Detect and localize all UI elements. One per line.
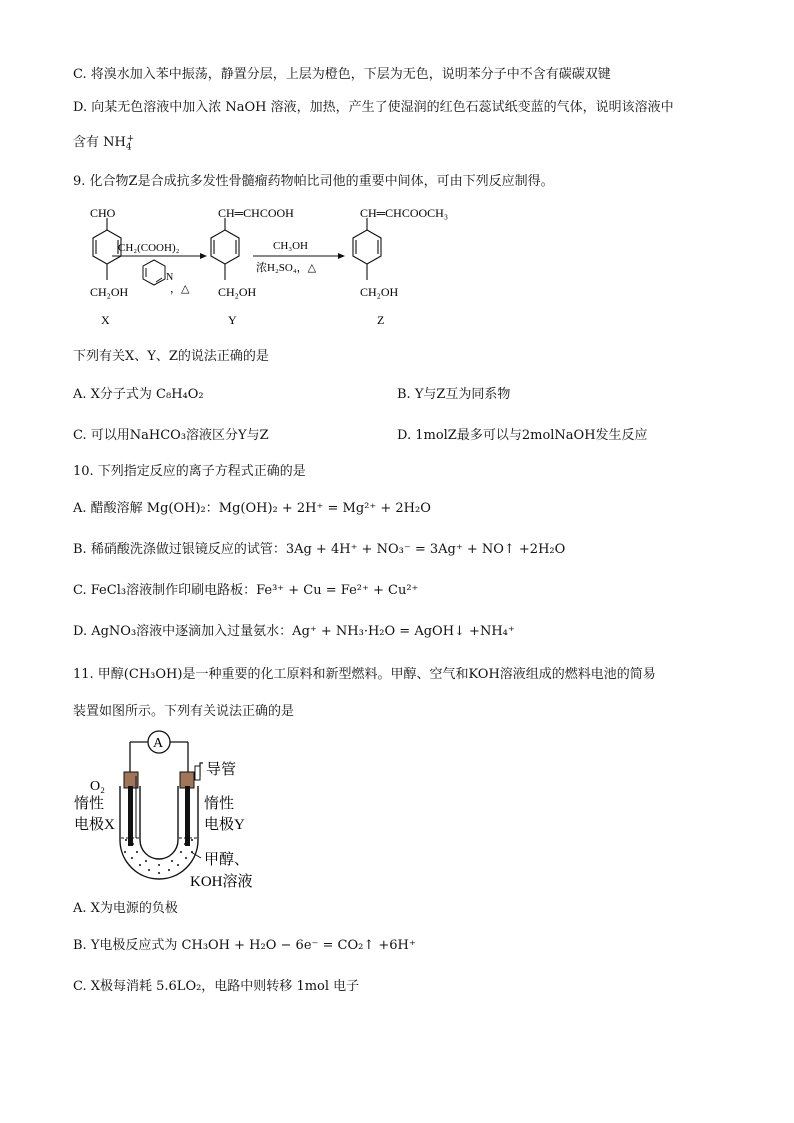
solution-label-2: KOH溶液 xyxy=(190,874,253,890)
q10-option-b: B. 稀硝酸洗涤做过银镜反应的试管：3Ag + 4H⁺ + NO₃⁻ = 3Ag⁺ + NO↑ +2H₂O xyxy=(73,542,566,557)
q10-option-c: C. FeCl₃溶液制作印刷电路板：Fe³⁺ + Cu = Fe²⁺ + Cu²⁺ xyxy=(73,583,419,598)
electrode-y xyxy=(185,786,190,846)
reaction-scheme xyxy=(70,200,490,335)
x-bottom-group: CH₂OH xyxy=(90,285,129,299)
reagent1-conditions: ，△ xyxy=(170,283,190,295)
z-label: Z xyxy=(377,313,385,327)
q10-option-d: D. AgNO₃溶液中逐滴加入过量氨水：Ag⁺ + NH₃·H₂O = AgOH↓ +NH₄⁺ xyxy=(73,624,515,639)
q11-option-c: C. X极每消耗 5.6LO₂，电路中则转移 1mol 电子 xyxy=(73,979,360,994)
benzene-ring-z xyxy=(353,218,381,280)
q11-stem-line1: 11. 甲醇(CH₃OH)是一种重要的化工原料和新型燃料。甲醇、空气和KOH溶液组成的燃料电池的简易 xyxy=(73,667,656,682)
q8-option-c: C. 将溴水加入苯中振荡，静置分层，上层为橙色，下层为无色，说明苯分子中不含有碳碳双键 xyxy=(73,67,611,82)
o2-label: O₂ xyxy=(90,779,105,794)
q9-option-d: D. 1molZ最多可以与2molNaOH发生反应 xyxy=(397,428,648,443)
y-label: Y xyxy=(228,313,237,327)
y-electrode-label-1: 惰性 xyxy=(204,796,235,812)
tube-label: 导管 xyxy=(206,762,237,778)
pyridine-ring xyxy=(143,260,165,285)
q8-option-d-line2 xyxy=(73,134,134,152)
reagent1-top: CH₂(COOH)₂ xyxy=(118,242,180,254)
z-bottom-group: CH₂OH xyxy=(360,285,399,299)
q8-d2-text: 含有 NH xyxy=(73,135,126,150)
x-top-group: CHO xyxy=(90,206,116,220)
fuel-cell-diagram xyxy=(70,728,290,896)
q9-stem: 9. 化合物Z是合成抗多发性骨髓瘤药物帕比司他的重要中间体，可由下列反应制得。 xyxy=(73,174,554,189)
q9-question: 下列有关X、Y、Z的说法正确的是 xyxy=(73,349,269,364)
q8-d2-sub: 4 xyxy=(125,142,132,153)
pyridine-n: N xyxy=(166,272,174,283)
q9-option-c: C. 可以用NaHCO₃溶液区分Y与Z xyxy=(73,428,269,443)
reagent2-top: CH₃OH xyxy=(273,240,309,252)
ammeter-label: A xyxy=(153,736,164,751)
z-top-group: CH═CHCOOCH₃ xyxy=(360,206,449,220)
solution-label-1: 甲醇、 xyxy=(204,852,250,868)
benzene-ring-x xyxy=(93,218,121,280)
q9-option-a: A. X分子式为 C₈H₄O₂ xyxy=(73,387,204,402)
reagent2-bottom: 浓H₂SO₄，△ xyxy=(256,262,317,274)
x-electrode-label-1: 惰性 xyxy=(74,796,105,812)
u-tube-inner xyxy=(140,786,178,859)
x-label: X xyxy=(101,313,110,327)
q8-option-d-line1: D. 向某无色溶液中加入浓 NaOH 溶液，加热，产生了使湿润的红色石蕊试纸变蓝的气体，说明该溶液中 xyxy=(73,100,674,115)
q10-option-a: A. 醋酸溶解 Mg(OH)₂：Mg(OH)₂ + 2H⁺ = Mg²⁺ + 2H₂O xyxy=(73,501,431,516)
right-stopper xyxy=(180,772,194,788)
y-electrode-label-2: 电极Y xyxy=(204,817,245,833)
x-electrode-label-2: 电极X xyxy=(74,817,115,833)
y-bottom-group: CH₂OH xyxy=(218,285,257,299)
q10-stem: 10. 下列指定反应的离子方程式正确的是 xyxy=(73,464,306,479)
q11-option-b: B. Y电极反应式为 CH₃OH + H₂O − 6e⁻ = CO₂↑ +6H⁺ xyxy=(73,938,416,953)
q8-d2-sup: + xyxy=(126,133,135,144)
electrode-x xyxy=(128,786,133,846)
y-top-group: CH═CHCOOH xyxy=(218,206,294,220)
solution xyxy=(124,839,193,874)
q11-stem-line2: 装置如图所示。下列有关说法正确的是 xyxy=(73,704,295,719)
q11-option-a: A. X为电源的负极 xyxy=(73,901,178,916)
q9-option-b: B. Y与Z互为同系物 xyxy=(397,387,511,402)
benzene-ring-y xyxy=(211,218,239,280)
